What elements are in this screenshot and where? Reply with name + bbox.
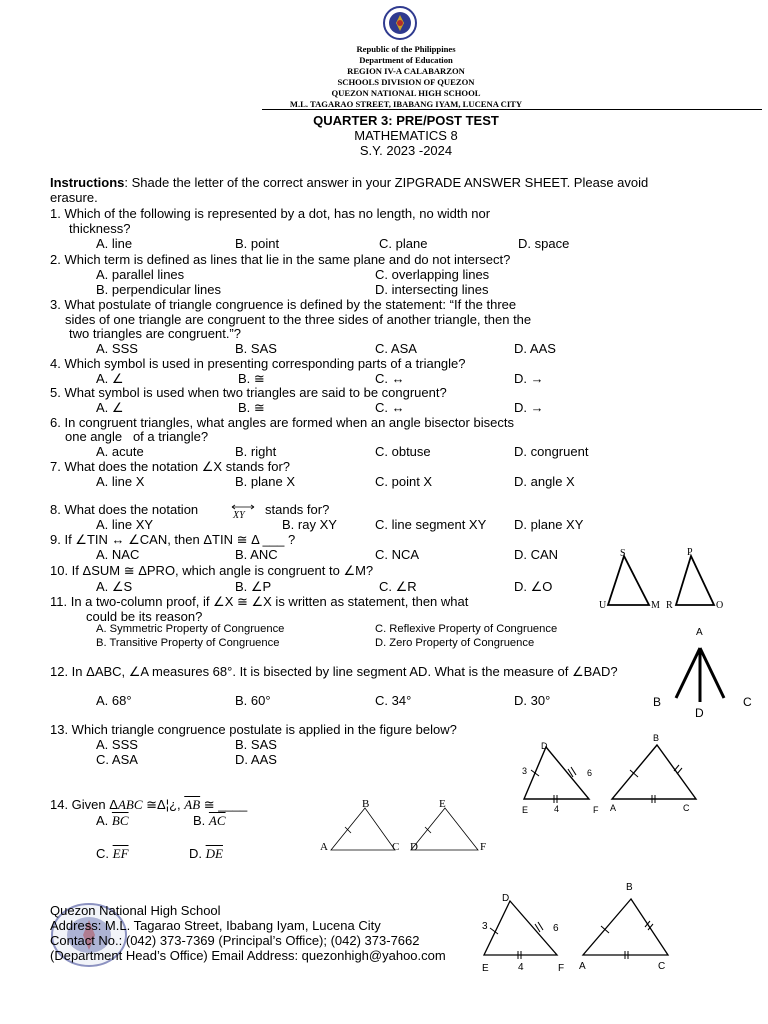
question-1-choice-b: B. point [235, 236, 280, 251]
question-12-choice-a: A. 68° [96, 693, 132, 708]
question-14-choice-c [96, 846, 129, 862]
q12-triangle-figure [650, 624, 758, 720]
question-5-choice-c: C. ↔ [375, 400, 405, 415]
header-department: Department of Education [359, 55, 453, 65]
deped-seal-logo [383, 6, 417, 40]
question-2-choice-c: C. overlapping lines [375, 267, 490, 282]
footer-contact: Contact No.: (042) 373-7369 (Principal’s Office); (042) 373-7662 [50, 933, 420, 948]
question-1-stem-cont: thickness? [69, 221, 131, 236]
q13-label-f: F [593, 805, 599, 815]
q13-label-3: 3 [522, 766, 528, 776]
header-school: QUEZON NATIONAL HIGH SCHOOL [331, 88, 481, 98]
q10-label-o: O [716, 600, 724, 611]
q10-label-m: M [651, 600, 660, 611]
question-4-choice-b: B. ≅ [238, 371, 265, 386]
q14-label-a: A [320, 841, 328, 853]
question-13-choice-b: B. SAS [235, 737, 277, 752]
question-14-choice-d-letter: D. [189, 846, 206, 861]
question-2-choice-d: D. intersecting lines [375, 282, 489, 297]
q13-label-a: A [610, 803, 617, 813]
question-14-choice-a [96, 813, 129, 829]
question-13-stem: 13. Which triangle congruence postulate is applied in the figure below? [50, 722, 457, 737]
question-8-choice-c: C. line segment XY [375, 517, 487, 532]
q13-label-d: D [541, 741, 548, 751]
question-14-choice-d-segment: $\overline{DE}$ [205, 846, 223, 861]
footer-email: (Department Head’s Office) Email Address: quezonhigh@yahoo.com [50, 948, 446, 963]
question-5-choice-d: D. → [514, 400, 544, 415]
question-3-stem-cont-2: two triangles are congruent.”? [69, 326, 241, 341]
q13-label-6: 6 [587, 768, 593, 778]
q13-label-c: C [683, 803, 690, 813]
header-division: SCHOOLS DIVISION OF QUEZON [337, 77, 475, 87]
question-4-choice-c: C. ↔ [375, 371, 405, 386]
footer-fig-label-b: B [626, 882, 633, 893]
header-republic: Republic of the Philippines [356, 44, 456, 54]
q14-label-b: B [362, 798, 370, 810]
q10-label-u: U [599, 600, 607, 611]
question-1-choice-d: D. space [518, 236, 570, 251]
question-8-stem: 8. What does the notation [50, 502, 199, 517]
q10-label-s: S [620, 548, 626, 559]
header-address: M.L. TAGARAO STREET, IBABANG IYAM, LUCENA CITY [289, 99, 523, 109]
q13-label-e: E [522, 805, 529, 815]
test-title: QUARTER 3: PRE/POST TEST [313, 113, 499, 128]
question-2-choice-a: A. parallel lines [96, 267, 185, 282]
q13-triangles-figure [516, 730, 712, 818]
question-8-choice-a: A. line XY [96, 517, 154, 532]
question-11-choice-a: A. Symmetric Property of Congruence [96, 623, 285, 635]
footer-fig-label-3: 3 [482, 921, 488, 932]
question-3-choice-c: C. ASA [375, 341, 417, 356]
question-3-stem-cont: sides of one triangle are congruent to the three sides of another triangle, then the [65, 312, 532, 327]
school-year: S.Y. 2023 -2024 [359, 143, 453, 158]
question-2-stem: 2. Which term is defined as lines that lie in the same plane and do not intersect? [50, 252, 511, 267]
footer-fig-label-c: C [658, 961, 666, 972]
q14-label-f: F [480, 841, 487, 853]
question-14-choice-c-segment: $\overline{EF}$ [112, 846, 129, 861]
footer-fig-label-6: 6 [553, 923, 559, 934]
question-3-choice-b: B. SAS [235, 341, 277, 356]
footer-fig-label-a: A [579, 961, 586, 972]
q13-label-b: B [653, 733, 660, 743]
q12-label-d: D [695, 706, 704, 720]
question-4-stem: 4. Which symbol is used in presenting corresponding parts of a triangle? [50, 356, 466, 371]
question-9-choice-b: B. ANC [235, 547, 278, 562]
q10-triangles-figure [596, 544, 730, 614]
question-10-choice-a: A. ∠S [96, 579, 133, 594]
question-9-choice-d: D. CAN [514, 547, 559, 562]
question-9-choice-a: A. NAC [96, 547, 140, 562]
instructions-text-cont: erasure. [50, 190, 98, 205]
footer-school-name: Quezon National High School [50, 903, 221, 918]
question-11-choice-d: D. Zero Property of Congruence [375, 637, 535, 649]
footer-fig-label-f: F [558, 963, 565, 974]
question-10-choice-d: D. ∠O [514, 579, 553, 594]
question-7-choice-d: D. angle X [514, 474, 575, 489]
q10-label-p: P [687, 547, 693, 558]
question-10-choice-b: B. ∠P [235, 579, 272, 594]
question-10-stem: 10. If ΔSUM ≅ ΔPRO, which angle is congruent to ∠M? [50, 563, 374, 578]
question-6-choice-c: C. obtuse [375, 444, 431, 459]
question-13-choice-c: C. ASA [96, 752, 138, 767]
question-14-ab: $\overline{AB}$ [184, 797, 201, 812]
question-7-stem: 7. What does the notation ∠X stands for? [50, 459, 291, 474]
question-14-stem-mid: ≅Δ¦¿, [142, 797, 185, 812]
question-11-stem-cont: could be its reason? [86, 609, 203, 624]
instructions-label: Instructions [50, 175, 125, 190]
question-14-choice-b-segment: $\overline{AC}$ [208, 813, 226, 828]
question-12-choice-c: C. 34° [375, 693, 412, 708]
question-11-stem: 11. In a two-column proof, if ∠X ≅ ∠X is written as statement, then what [50, 594, 469, 609]
q12-label-a: A [696, 627, 703, 638]
question-1-choice-c: C. plane [379, 236, 428, 251]
q14-label-c: C [392, 841, 400, 853]
question-14-abc: ABC [117, 797, 143, 812]
q14-label-e: E [439, 798, 446, 810]
question-6-stem-cont: one angle of a triangle? [65, 429, 209, 444]
footer-fig-label-4: 4 [518, 962, 524, 973]
question-14-stem [50, 797, 247, 813]
question-1-choice-a: A. line [96, 236, 133, 251]
question-4-choice-a: A. ∠ [96, 371, 124, 386]
question-6-choice-d: D. congruent [514, 444, 589, 459]
question-3-stem: 3. What postulate of triangle congruence is defined by the statement: “If the three [50, 297, 517, 312]
question-6-stem: 6. In congruent triangles, what angles are formed when an angle bisector bisects [50, 415, 514, 430]
question-8-choice-d: D. plane XY [514, 517, 584, 532]
question-3-choice-d: D. AAS [514, 341, 556, 356]
q12-label-c: C [743, 695, 752, 709]
footer-address: Address: M.L. Tagarao Street, Ibabang Iyam, Lucena City [50, 918, 381, 933]
question-11-choice-c: C. Reflexive Property of Congruence [375, 623, 558, 635]
question-10-choice-c: C. ∠R [379, 579, 417, 594]
question-5-stem: 5. What symbol is used when two triangles are said to be congruent? [50, 385, 447, 400]
q12-label-b: B [653, 695, 662, 709]
question-13-choice-d: D. AAS [235, 752, 277, 767]
header-region: REGION IV-A CALABARZON [347, 66, 465, 76]
question-5-choice-a: A. ∠ [96, 400, 124, 415]
question-6-choice-a: A. acute [96, 444, 144, 459]
question-14-choice-b-letter: B. [193, 813, 209, 828]
question-14-stem-start: 14. Given Δ [50, 797, 118, 812]
question-8-choice-b: B. ray XY [282, 517, 337, 532]
question-7-choice-a: A. line X [96, 474, 145, 489]
footer-fig-label-e: E [482, 963, 489, 974]
header-divider [262, 109, 762, 110]
question-6-choice-b: B. right [235, 444, 277, 459]
q14-label-d: D [410, 841, 418, 853]
instructions [50, 175, 648, 190]
question-14-stem-end: ≅ ____ [200, 797, 248, 812]
question-3-choice-a: A. SSS [96, 341, 138, 356]
footer-fig-label-d: D [502, 893, 510, 904]
question-2-choice-b: B. perpendicular lines [96, 282, 222, 297]
question-14-choice-c-letter: C. [96, 846, 113, 861]
question-11-choice-b: B. Transitive Property of Congruence [96, 637, 280, 649]
instructions-text: : Shade the letter of the correct answer in your ZIPGRADE ANSWER SHEET. Please avoid [124, 175, 649, 190]
question-14-choice-b [193, 813, 226, 829]
test-subject: MATHEMATICS 8 [354, 128, 458, 143]
question-14-choice-a-letter: A. [96, 813, 112, 828]
line-xy-label: XY [233, 510, 245, 521]
question-8-stem-cont: stands for? [265, 502, 330, 517]
question-14-choice-a-segment: $\overline{BC}$ [111, 813, 129, 828]
question-12-stem: 12. In ΔABC, ∠A measures 68°. It is bisected by line segment AD. What is the measure of ∠BAD? [50, 664, 618, 679]
question-9-choice-c: C. NCA [375, 547, 420, 562]
question-1-stem: 1. Which of the following is represented by a dot, has no length, no width nor [50, 206, 491, 221]
question-13-choice-a: A. SSS [96, 737, 138, 752]
question-7-choice-b: B. plane X [235, 474, 295, 489]
question-5-choice-b: B. ≅ [238, 400, 265, 415]
q14-triangles-figure [318, 796, 496, 856]
question-4-choice-d: D. → [514, 371, 544, 386]
footer-triangles-figure [480, 880, 676, 976]
question-12-choice-b: B. 60° [235, 693, 271, 708]
question-12-choice-d: D. 30° [514, 693, 551, 708]
question-7-choice-c: C. point X [375, 474, 433, 489]
question-14-choice-d [189, 846, 223, 862]
q10-label-r: R [666, 600, 673, 611]
q13-label-4: 4 [554, 804, 560, 814]
question-9-stem: 9. If ∠TIN ↔ ∠CAN, then ΔTIN ≅ Δ ___ ? [50, 532, 296, 547]
